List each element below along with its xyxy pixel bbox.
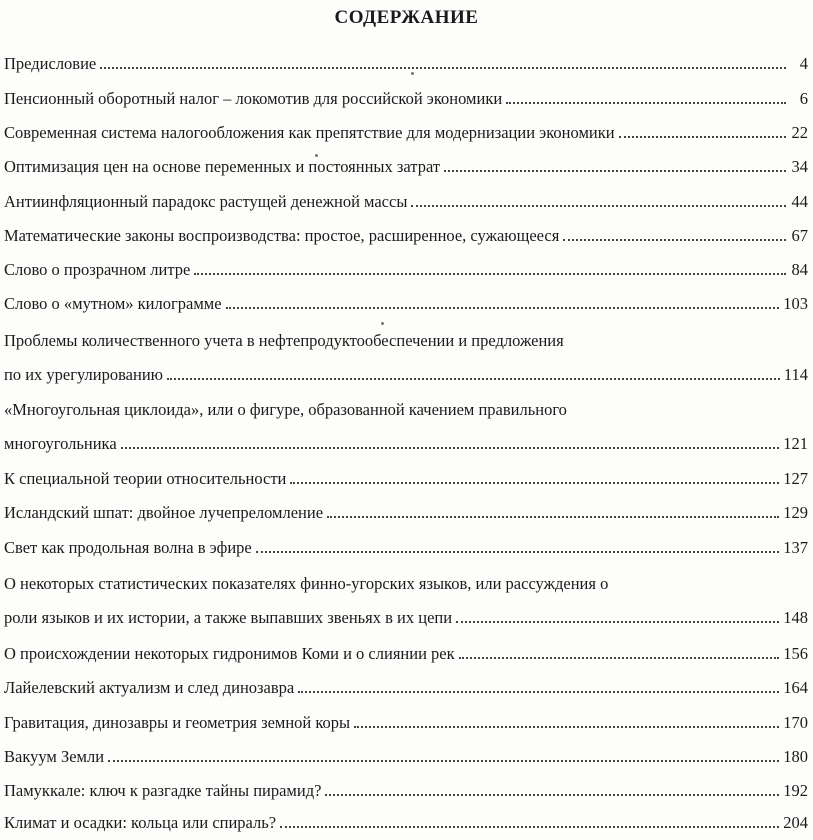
toc-entry-title: Вакуум Земли — [4, 747, 105, 766]
dot-leader — [100, 67, 786, 69]
scan-speck — [315, 154, 318, 157]
dot-leader — [226, 307, 780, 309]
toc-entry[interactable] — [4, 528, 808, 562]
dot-leader — [325, 794, 779, 796]
toc-entry[interactable] — [4, 459, 808, 493]
toc-entry-page: 127 — [783, 469, 808, 488]
toc-entry[interactable] — [4, 737, 808, 771]
toc-entry-title: Современная система налогообложения как препятствие для модернизации экономики — [4, 123, 615, 142]
toc-entry-title: Оптимизация цен на основе переменных и постоянных затрат — [4, 157, 441, 176]
toc-entry[interactable] — [4, 390, 808, 458]
toc-entry-page: 4 — [799, 54, 808, 73]
dot-leader — [108, 760, 779, 762]
toc-entry-page: 67 — [791, 226, 808, 245]
toc-entry-page: 137 — [783, 538, 808, 557]
toc-entry[interactable] — [4, 493, 808, 527]
dot-leader — [256, 551, 780, 553]
toc-entry[interactable] — [4, 182, 808, 216]
toc-entry-title: Антиинфляционный парадокс растущей денежной массы — [4, 192, 408, 211]
dot-leader — [563, 239, 786, 241]
toc-entry-title: Свет как продольная волна в эфире — [4, 538, 252, 557]
toc-entry[interactable] — [4, 668, 808, 702]
toc-entry-page: 192 — [783, 781, 808, 800]
toc-entry[interactable] — [4, 564, 808, 632]
dot-leader — [298, 691, 779, 693]
toc-entry[interactable] — [4, 216, 808, 250]
toc-entry-title: О происхождении некоторых гидронимов Коми и о слиянии рек — [4, 644, 455, 663]
toc-entry-page: 170 — [783, 713, 808, 732]
toc-entry-title: Гравитация, динозавры и геометрия земной коры — [4, 713, 351, 732]
toc-entry-title: Математические законы воспроизводства: простое, расширенное, сужающееся — [4, 226, 560, 245]
dot-leader — [121, 447, 780, 449]
toc-entry[interactable] — [4, 703, 808, 737]
toc-entry-page: 164 — [783, 678, 808, 697]
toc-entry[interactable] — [4, 44, 808, 78]
toc-entry-title-line1: Проблемы количественного учета в нефтепродуктообеспечении и предложения — [4, 331, 564, 350]
toc-entry-page: 156 — [783, 644, 808, 663]
toc-entry-title: Слово о прозрачном литре — [4, 260, 191, 279]
toc-entry-page: 114 — [783, 365, 808, 384]
toc-entry[interactable] — [4, 250, 808, 284]
dot-leader — [354, 726, 779, 728]
toc-entry-page: 84 — [791, 260, 808, 279]
dot-leader — [167, 378, 780, 380]
toc-entry[interactable] — [4, 113, 808, 147]
toc-entry[interactable] — [4, 634, 808, 668]
toc-entry-title: Слово о «мутном» килограмме — [4, 294, 222, 313]
toc-entry-page: 121 — [783, 434, 808, 453]
toc-entry[interactable] — [4, 79, 808, 113]
toc-entry-page: 129 — [783, 503, 808, 522]
dot-leader — [280, 826, 779, 828]
toc-entry-title: Предисловие — [4, 54, 97, 73]
toc-entry[interactable] — [4, 321, 808, 389]
toc-entry-title: Пенсионный оборотный налог – локомотив для российской экономики — [4, 89, 503, 108]
toc-entry-title: Памуккале: ключ к разгадке тайны пирамид? — [4, 781, 322, 800]
toc-entry-page: 148 — [783, 608, 808, 627]
toc-entry[interactable] — [4, 147, 808, 181]
toc-entry[interactable] — [4, 771, 808, 805]
dot-leader — [459, 657, 780, 659]
dot-leader — [290, 482, 779, 484]
toc-entry-page: 180 — [783, 747, 808, 766]
toc-entry-page: 103 — [783, 294, 808, 313]
toc-entry[interactable] — [4, 803, 808, 837]
toc-entry-title-line1: О некоторых статистических показателях финно-угорских языков, или рассуждения о — [4, 574, 609, 593]
dot-leader — [411, 205, 786, 207]
toc-entry-page: 6 — [799, 89, 808, 108]
dot-leader — [327, 516, 779, 518]
scan-speck — [381, 322, 384, 325]
toc-entry-title-line1: «Многоугольная циклоида», или о фигуре, образованной качением правильного — [4, 400, 567, 419]
toc-entry-page: 204 — [783, 813, 808, 832]
toc-entry-title: многоугольника — [4, 434, 117, 453]
toc-title: СОДЕРЖАНИЕ — [334, 7, 479, 28]
toc-entry-title: роли языков и их истории, а также выпавших звеньях в их цепи — [4, 608, 453, 627]
toc-entry-title: по их урегулированию — [4, 365, 163, 384]
toc-entry-title: Лайелевский актуализм и след динозавра — [4, 678, 295, 697]
toc-entry-title: Исландский шпат: двойное лучепреломление — [4, 503, 324, 522]
toc-entry-page: 34 — [791, 157, 808, 176]
toc-entry-title: Климат и осадки: кольца или спираль? — [4, 813, 277, 832]
toc-entry-page: 22 — [791, 123, 808, 142]
dot-leader — [619, 136, 786, 138]
dot-leader — [456, 621, 779, 623]
dot-leader — [506, 102, 786, 104]
toc-entry[interactable] — [4, 284, 808, 318]
dot-leader — [194, 273, 786, 275]
toc-entry-title: К специальной теории относительности — [4, 469, 287, 488]
toc-entry-page: 44 — [791, 192, 808, 211]
scan-speck — [411, 72, 414, 75]
dot-leader — [444, 170, 786, 172]
